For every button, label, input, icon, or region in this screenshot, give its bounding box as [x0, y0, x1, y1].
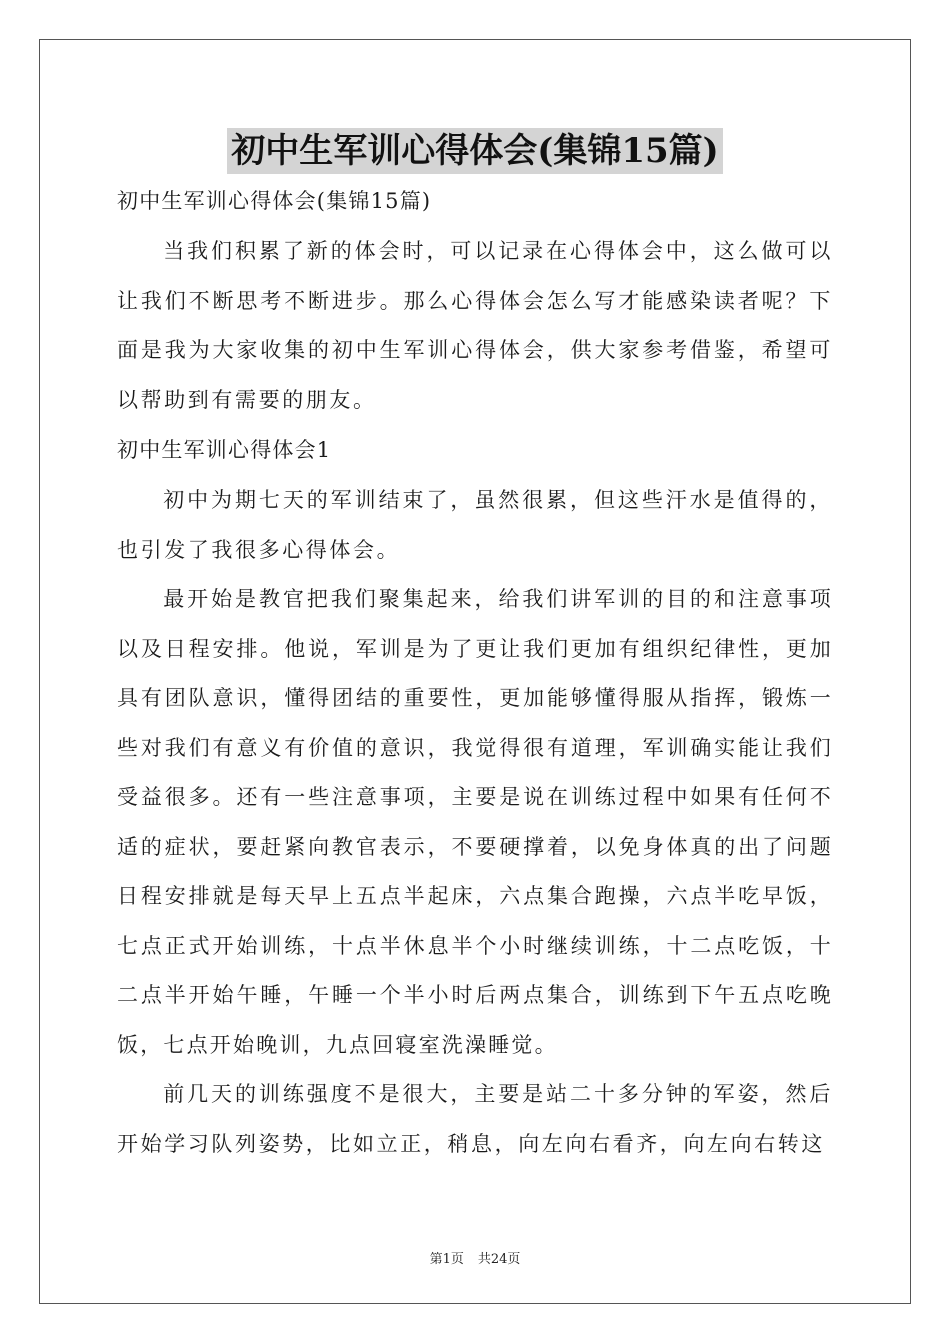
body-paragraph-1: 初中为期七天的军训结束了，虽然很累，但这些汗水是值得的，也引发了我很多心得体会。	[117, 488, 833, 562]
document-subtitle: 初中生军训心得体会(集锦15篇)	[117, 189, 432, 213]
title-container	[0, 128, 950, 174]
document-title: 初中生军训心得体会(集锦15篇)	[227, 128, 723, 174]
page-footer	[0, 1248, 950, 1267]
body-paragraph-2: 最开始是教官把我们聚集起来，给我们讲军训的目的和注意事项以及日程安排。他说，军训是为了更让我们更加有组织纪律性，更加具有团队意识，懂得团结的重要性，更加能够懂得服从指挥，锻炼一些对我们有意义有价值的意识，我觉得很有道理，军训确实能让我们受益很多。还有一些注意事项，主要是说在训练过程中如果有任何不适的症状，要赶紧向教官表示，不要硬撑着，以免身体真的出了问题日程安排就是每天早上五点半起床，六点集合跑操，六点半吃早饭，七点正式开始训练，十点半休息半个小时继续训练，十二点吃饭，十二点半开始午睡，午睡一个半小时后两点集合，训练到下午五点吃晚饭，七点开始晚训，九点回寝室洗澡睡觉。	[117, 587, 833, 1057]
document-body	[117, 176, 833, 1169]
body-paragraph-3: 前几天的训练强度不是很大，主要是站二十多分钟的军姿，然后开始学习队列姿势，比如立正，稍息，向左向右看齐，向左向右转这	[117, 1082, 833, 1156]
section-heading: 初中生军训心得体会1	[117, 438, 332, 462]
page-number: 第1页	[429, 1252, 464, 1267]
page-total: 共24页	[477, 1252, 521, 1267]
intro-paragraph: 当我们积累了新的体会时，可以记录在心得体会中，这么做可以让我们不断思考不断进步。那么心得体会怎么写才能感染读者呢？下面是我为大家收集的初中生军训心得体会，供大家参考借鉴，希望可以帮助到有需要的朋友。	[117, 239, 833, 412]
